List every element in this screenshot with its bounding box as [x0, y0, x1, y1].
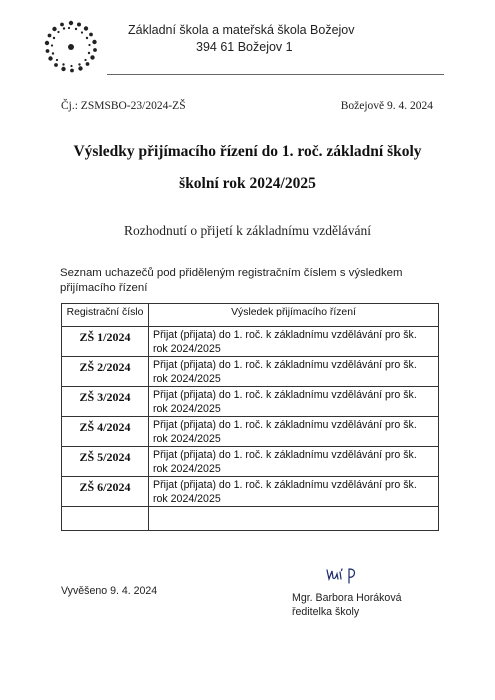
posted-date: Vyvěšeno 9. 4. 2024	[61, 585, 158, 597]
signer-title: ředitelka školy	[292, 606, 360, 618]
document-title: Výsledky přijímacího řízení do 1. roč. základní školy	[73, 143, 422, 160]
school-name: Základní škola a mateřská škola Božejov	[128, 23, 355, 37]
empty-cell	[62, 507, 149, 531]
registration-number: ZŠ 3/2024	[62, 387, 149, 417]
school-address: 394 61 Božejov 1	[196, 40, 293, 54]
table-row	[62, 327, 439, 357]
admission-result: Přijat (přijata) do 1. roč. k základnímu vzdělávání pro šk. rok 2024/2025	[149, 477, 439, 507]
signer-block	[292, 591, 402, 619]
table-row	[62, 477, 439, 507]
table-row	[62, 417, 439, 447]
admission-result: Přijat (přijata) do 1. roč. k základnímu vzdělávání pro šk. rok 2024/2025	[149, 447, 439, 477]
school-wreath-logo-icon	[40, 16, 102, 78]
decision-subtitle: Rozhodnutí o přijetí k základnímu vzdělávání	[123, 223, 372, 238]
signer-name: Mgr. Barbora Horáková	[292, 592, 402, 604]
table-header-row	[62, 304, 439, 327]
registration-number: ZŠ 4/2024	[62, 417, 149, 447]
reference-number: Čj.: ZSMSBO-23/2024-ZŠ	[61, 100, 186, 112]
header-registration-number: Registrační číslo	[62, 304, 149, 327]
registration-number: ZŠ 6/2024	[62, 477, 149, 507]
registration-number: ZŠ 5/2024	[62, 447, 149, 477]
admission-result: Přijat (přijata) do 1. roč. k základnímu vzdělávání pro šk. rok 2024/2025	[149, 357, 439, 387]
school-year-title: školní rok 2024/2025	[179, 175, 316, 192]
admission-result: Přijat (přijata) do 1. roč. k základnímu vzdělávání pro šk. rok 2024/2025	[149, 387, 439, 417]
empty-cell	[149, 507, 439, 531]
table-row	[62, 447, 439, 477]
place-date: Božejově 9. 4. 2024	[340, 100, 433, 112]
intro-text: Seznam uchazečů pod přiděleným registračním číslem s výsledkem přijímacího řízení	[60, 267, 403, 294]
admission-result: Přijat (přijata) do 1. roč. k základnímu vzdělávání pro šk. rok 2024/2025	[149, 327, 439, 357]
table-row	[62, 387, 439, 417]
table-row-empty	[62, 507, 439, 531]
results-table	[61, 303, 439, 531]
registration-number: ZŠ 1/2024	[62, 327, 149, 357]
header-result: Výsledek přijímacího řízení	[149, 304, 439, 327]
school-header	[128, 22, 428, 56]
table-row	[62, 357, 439, 387]
registration-number: ZŠ 2/2024	[62, 357, 149, 387]
header-divider	[107, 74, 444, 75]
handwritten-signature-icon	[325, 566, 361, 586]
admission-result: Přijat (přijata) do 1. roč. k základnímu vzdělávání pro šk. rok 2024/2025	[149, 417, 439, 447]
